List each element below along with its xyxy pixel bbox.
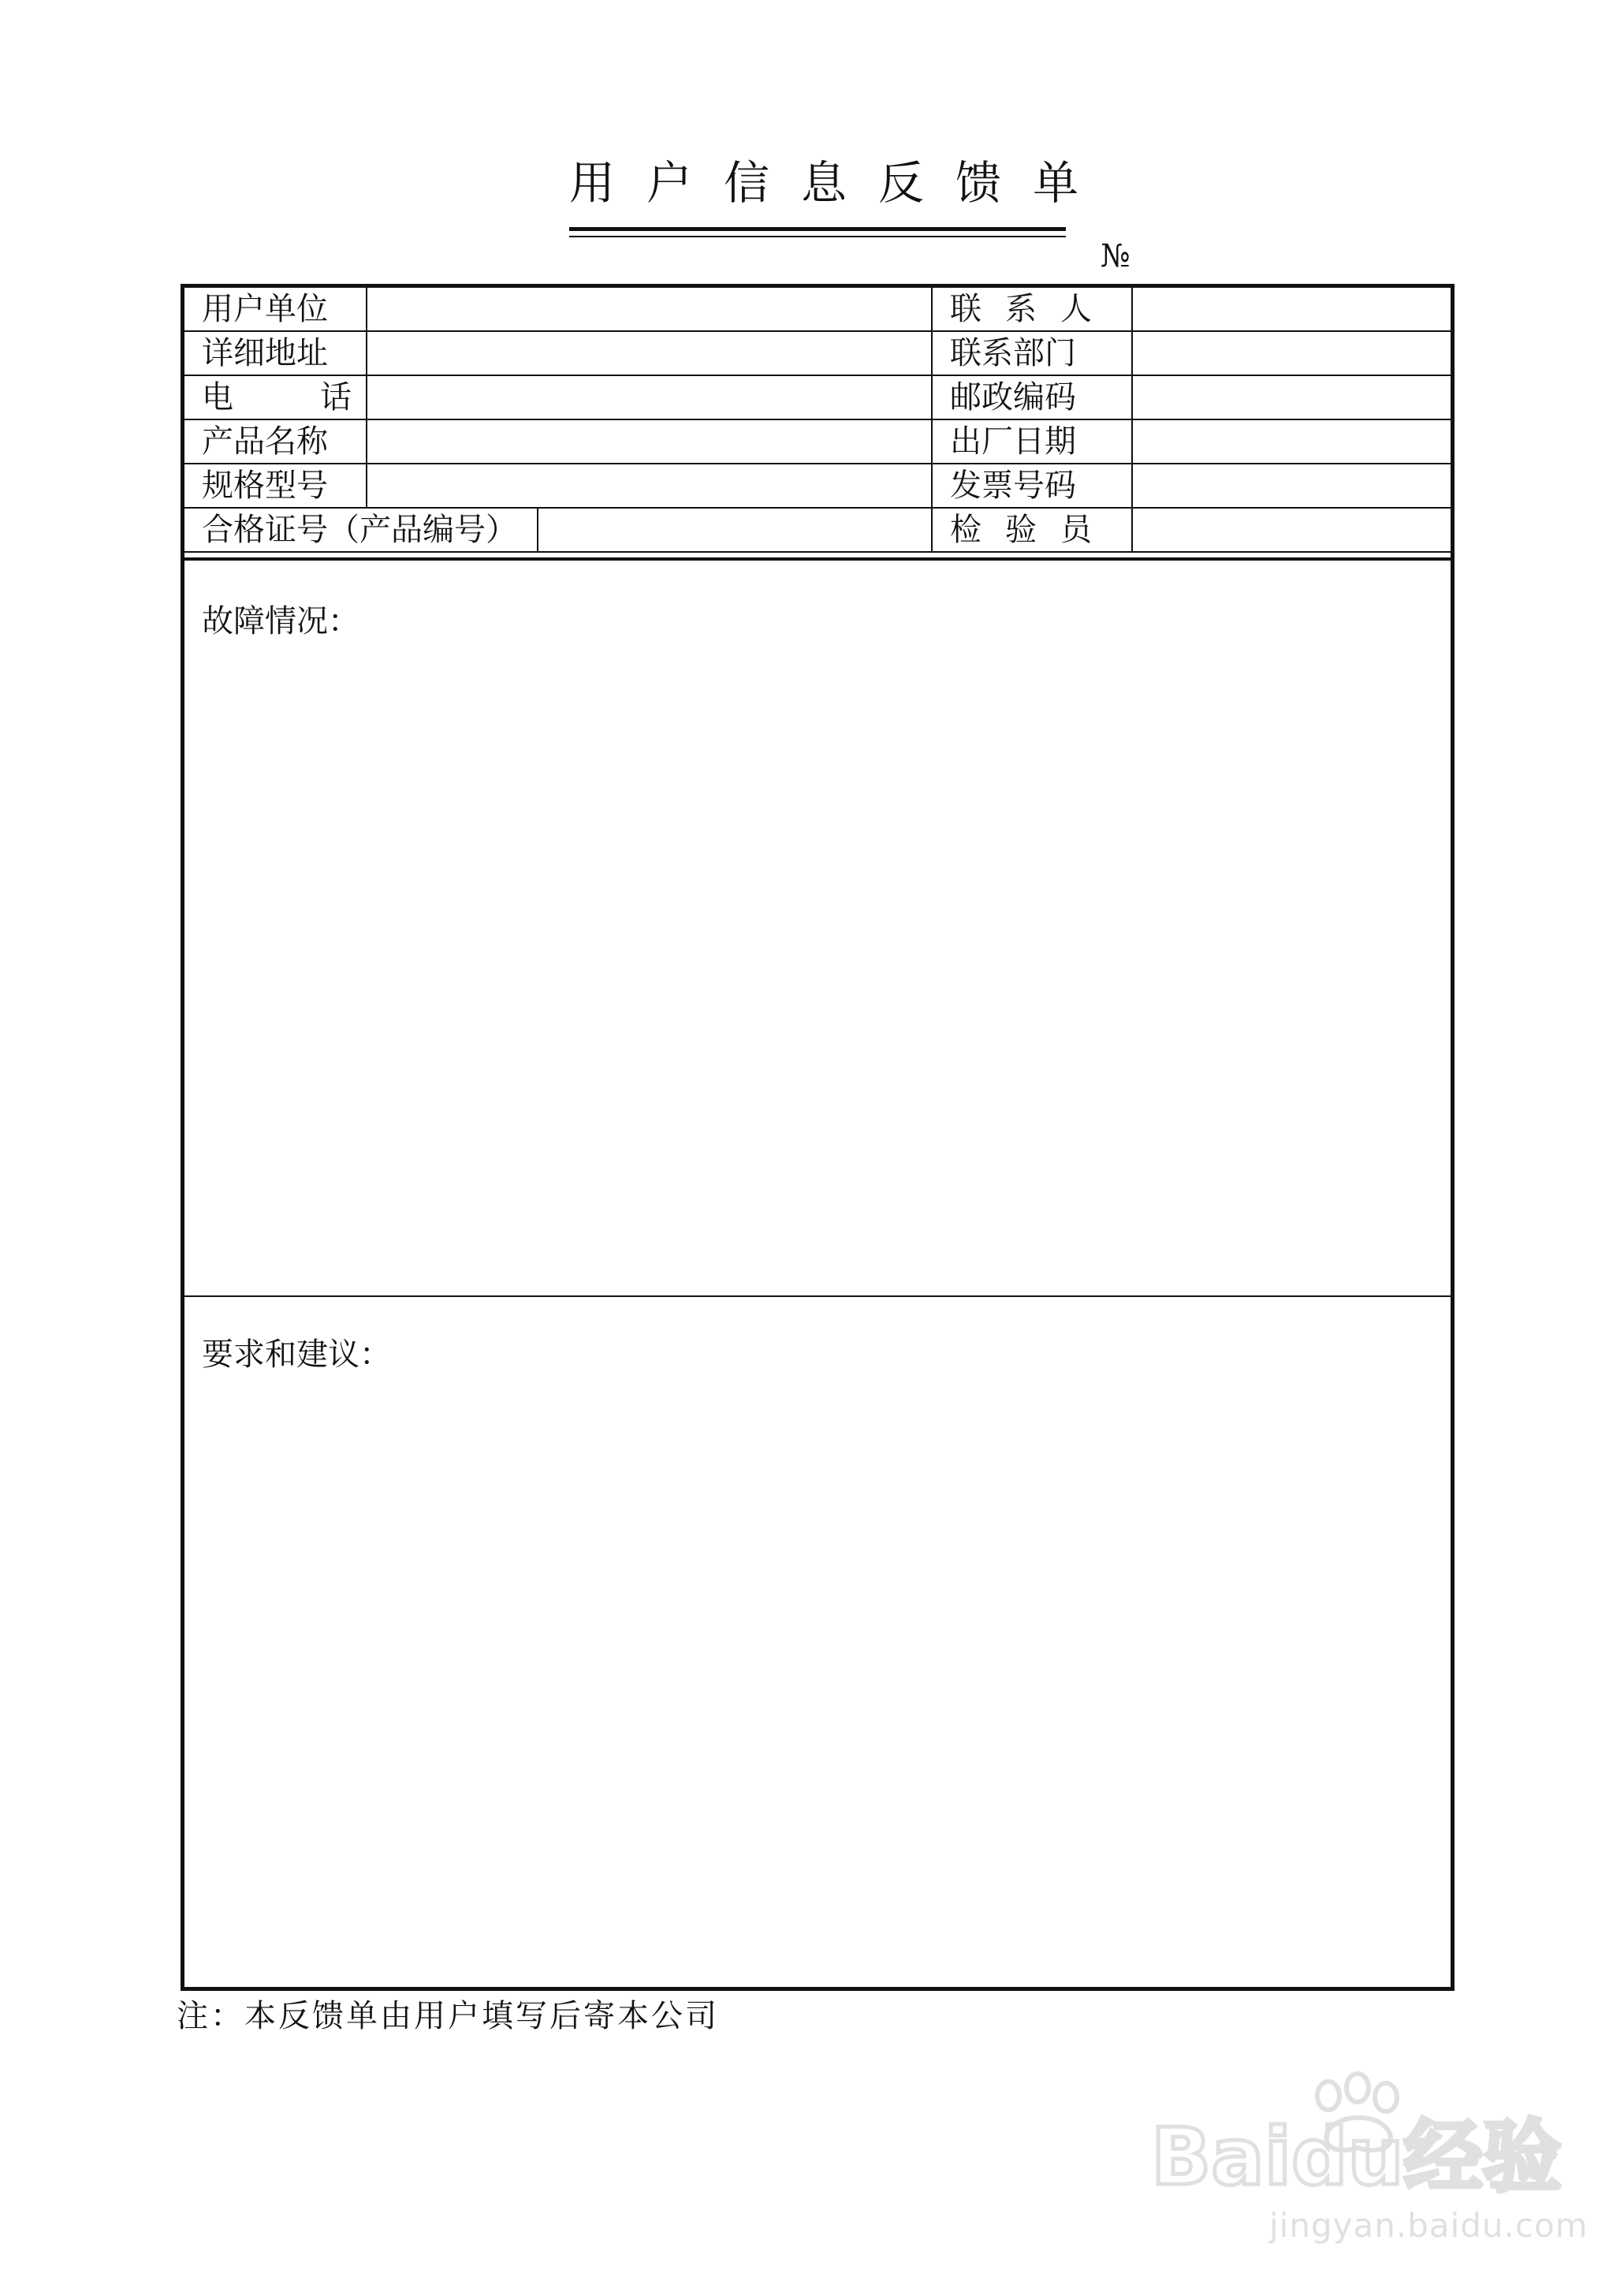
title-underline-thick [569,227,1066,231]
field-certificate-number[interactable] [538,508,932,552]
label-inspector: 检验员 [932,508,1132,552]
label-user-unit: 用户单位 [184,288,367,331]
baidu-jingyan-watermark [1151,2066,1589,2255]
info-section-divider [184,557,1451,561]
label-contact-person: 联系人 [932,288,1132,331]
field-user-unit[interactable] [367,288,932,331]
label-invoice-number: 发票号码 [932,464,1132,508]
feedback-form-frame [181,284,1455,1991]
field-inspector[interactable] [1132,508,1451,552]
field-address[interactable] [367,331,932,375]
field-invoice-number[interactable] [1132,464,1451,508]
form-title: 用户信息反馈单 [569,156,1111,210]
field-contact-department[interactable] [1132,331,1451,375]
label-product-name: 产品名称 [184,419,367,464]
fault-label: 故障情况： [202,603,359,639]
field-postal-code[interactable] [1132,375,1451,419]
fault-section-divider [184,1295,1451,1297]
info-row-phone [184,375,1451,419]
info-row-address [184,331,1451,375]
info-table [184,288,1451,553]
label-phone: 电话 [184,375,367,419]
field-model[interactable] [367,464,932,508]
watermark-brand-text: Baidu经验 [1151,2111,1562,2203]
serial-number-label: № [1101,238,1130,274]
info-row-product-name [184,419,1451,464]
label-manufacture-date: 出厂日期 [932,419,1132,464]
field-manufacture-date[interactable] [1132,419,1451,464]
field-product-name[interactable] [367,419,932,464]
field-phone[interactable] [367,375,932,419]
label-address: 详细地址 [184,331,367,375]
title-underline-thin [569,236,1066,237]
info-row-certificate [184,508,1451,552]
label-postal-code: 邮政编码 [932,375,1132,419]
fault-section [184,602,1451,1288]
paw-icon [1151,2066,1561,2208]
requirements-label: 要求和建议： [202,1336,391,1373]
info-row-user-unit [184,288,1451,331]
footer-note: 注：本反馈单由用户填写后寄本公司 [177,1998,719,2034]
label-contact-department: 联系部门 [932,331,1132,375]
info-row-model [184,464,1451,508]
label-model: 规格型号 [184,464,367,508]
field-contact-person[interactable] [1132,288,1451,331]
label-certificate-number: 合格证号（产品编号） [184,508,538,552]
requirements-section [184,1335,1451,1974]
watermark-url: jingyan.baidu.com [1269,2206,1589,2245]
